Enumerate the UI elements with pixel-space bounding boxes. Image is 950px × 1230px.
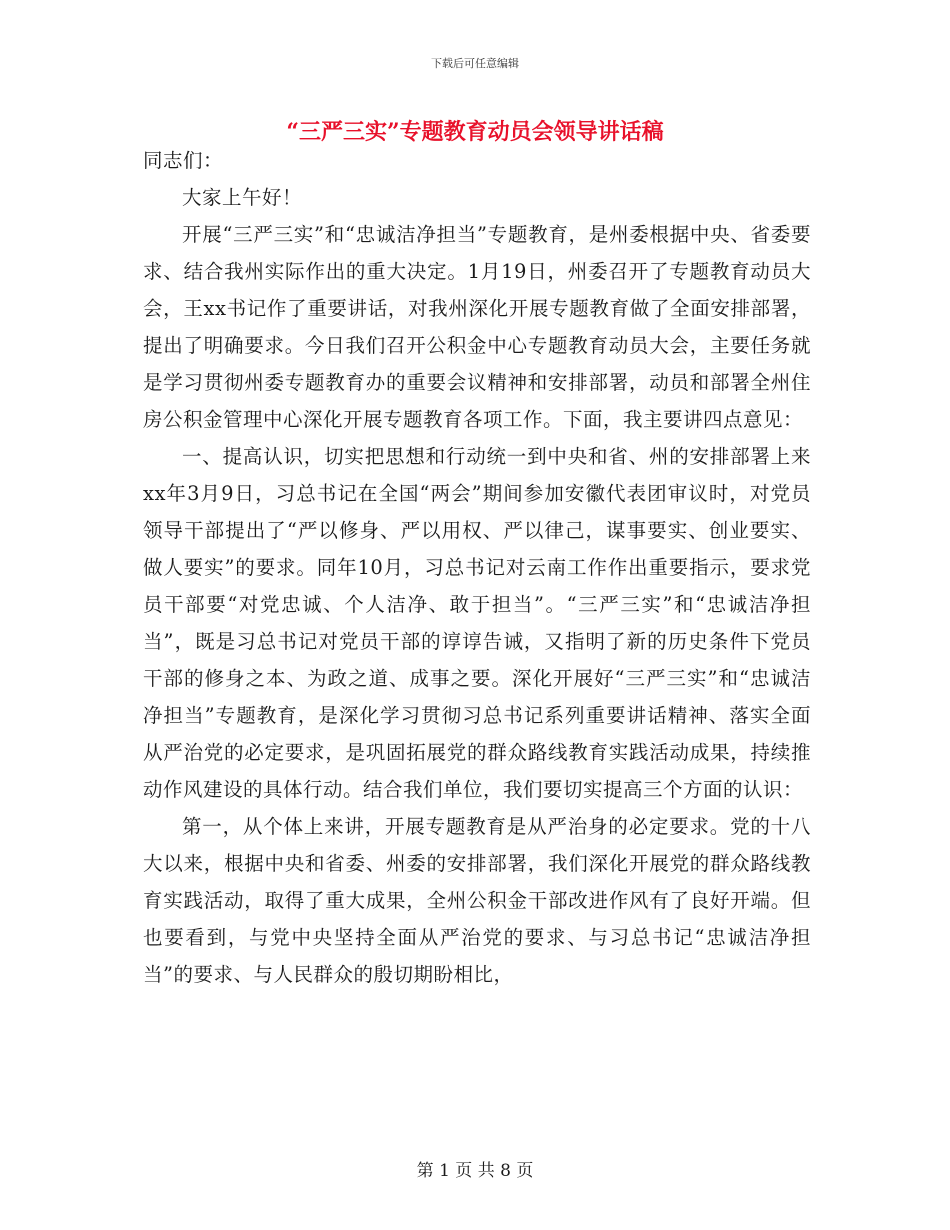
document-title: “三严三实”专题教育动员会领导讲话稿 xyxy=(286,119,664,145)
document-body xyxy=(143,142,811,993)
page-header-note: 下载后可任意编辑 xyxy=(431,57,519,70)
paragraph-intro: 开展“三严三实”和“忠诚洁净担当”专题教育，是州委根据中央、省委要求、结合我州实际作出的重大决定。1月19日，州委召开了专题教育动员大会，王xx书记作了重要讲话，对我州深化开展专题教育做了全面安排部署，提出了明确要求。今日我们召开公积金中心专题教育动员大会，主要任务就是学习贯彻州委专题教育办的重要会议精神和安排部署，动员和部署全州住房公积金管理中心深化开展专题教育各项工作。下面，我主要讲四点意见： xyxy=(143,223,811,431)
paragraph-greeting: 大家上午好！ xyxy=(182,186,303,209)
paragraph-point-first: 第一，从个体上来讲，开展专题教育是从严治身的必定要求。党的十八大以来，根据中央和省委、州委的安排部署，我们深化开展党的群众路线教育实践活动，取得了重大成果，全州公积金干部改进作风有了良好开端。但也要看到，与党中央坚持全面从严治党的要求、与习总书记“忠诚洁净担当”的要求、与人民群众的殷切期盼相比， xyxy=(143,815,811,986)
page-number: 第 1 页 共 8 页 xyxy=(416,1161,534,1181)
paragraph-section-one: 一、提高认识，切实把思想和行动统一到中央和省、州的安排部署上来xx年3月9日，习总书记在全国“两会”期间参加安徽代表团审议时，对党员领导干部提出了“严以修身、严以用权、严以律己，谋事要实、创业要实、做人要实”的要求。同年10月，习总书记对云南工作作出重要指示，要求党员干部要“对党忠诚、个人洁净、敢于担当”。“三严三实”和“忠诚洁净担当”，既是习总书记对党员干部的谆谆告诫，又指明了新的历史条件下党员干部的修身之本、为政之道、成事之要。深化开展好“三严三实”和“忠诚洁净担当”专题教育，是深化学习贯彻习总书记系列重要讲话精神、落实全面从严治党的必定要求，是巩固拓展党的群众路线教育实践活动成果，持续推动作风建设的具体行动。结合我们单位，我们要切实提高三个方面的认识： xyxy=(143,445,811,801)
salutation: 同志们： xyxy=(143,149,224,172)
